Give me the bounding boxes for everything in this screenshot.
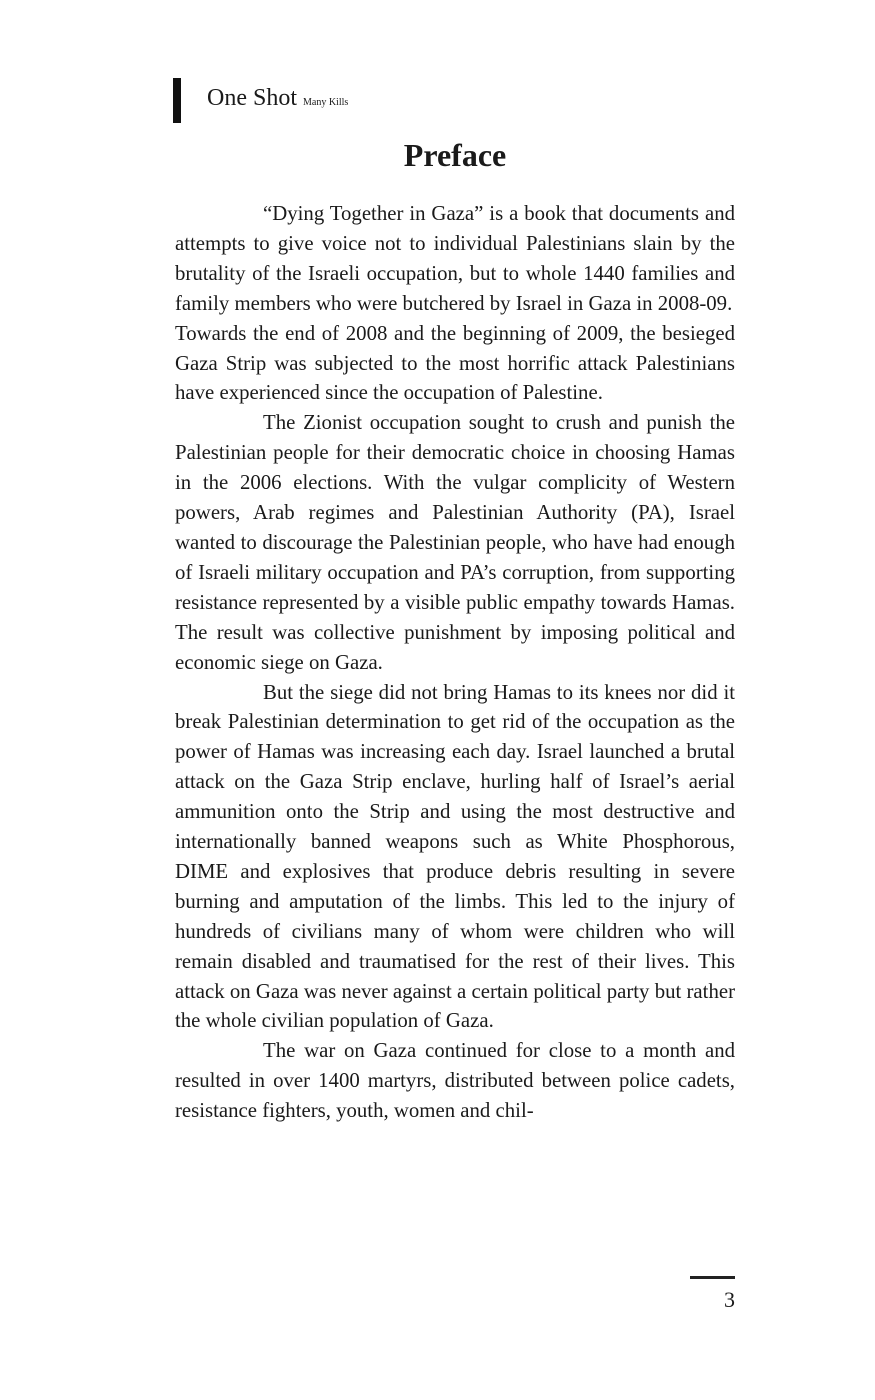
- page-title: Preface: [403, 137, 507, 173]
- paragraph: The Zionist occupation sought to crush and punish the Palestinian people for their democratic choice in choosing Hamas in the 2006 elections. With the vulgar complicity of Western powers, Arab regimes and Palestinian Authority (PA), Israel wanted to discourage the Palestinian people, who have had enough of Israeli military occupation and PA’s corruption, from supporting resistance represented by a visible public empathy towards Hamas. The result was collective punishment by imposing political and economic siege on Gaza.: [175, 411, 735, 674]
- body-text: [175, 199, 735, 1126]
- footer-rule: [690, 1276, 735, 1279]
- paragraph: The war on Gaza continued for close to a month and resulted in over 1400 martyrs, distributed between police cadets, resistance fighters, youth, women and chil-: [175, 1039, 735, 1123]
- paragraph: Towards the end of 2008 and the beginning of 2009, the besieged Gaza Strip was subjected to the most horrific attack Palestinians have experienced since the occupation of Palestine.: [175, 321, 735, 405]
- running-header: [207, 84, 348, 117]
- paragraph: But the siege did not bring Hamas to its knees nor did it break Palestinian determination to get rid of the occupation as the power of Hamas was increasing each day. Israel launched a brutal attack on the Gaza Strip enclave, hurling half of Israel’s aerial ammunition onto the Strip and using the most destructive and internationally banned weapons such as White Phosphorous, DIME and explosives that produce debris resulting in severe burning and amputation of the limbs. This led to the injury of hundreds of civilians many of whom were children who will remain disabled and traumatised for the rest of their lives. This attack on Gaza was never against a certain political party but rather the whole civilian population of Gaza.: [175, 680, 735, 1033]
- paragraph: “Dying Together in Gaza” is a book that documents and attempts to give voice not to individual Palestinians slain by the brutality of the Israeli occupation, but to whole 1440 families and family members who were butchered by Israel in Gaza in 2008-09.: [175, 202, 735, 315]
- running-header-subtitle: Many Kills: [303, 97, 349, 108]
- running-header-title: One Shot: [207, 85, 297, 111]
- page-number: 3: [724, 1287, 735, 1312]
- header-bar: [173, 78, 181, 123]
